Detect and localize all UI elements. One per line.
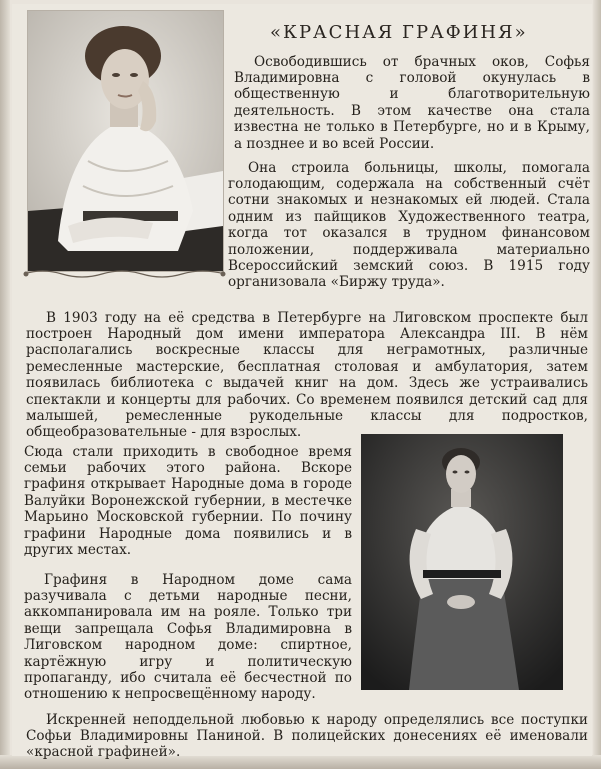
ornament-divider xyxy=(22,268,227,280)
portrait-photo-standing xyxy=(361,434,563,690)
paragraph-charity: Она строила больницы, школы, помогала голодающим, содержала на собственный счёт сотни знакомых и незнакомых ей людей. Стала одним из пайщиков Художественного театра, когда тот оказался в трудном финансовом положении, поддерживала материально Всероссийский земский союз. В 1915 году организовала «Биржу труда». xyxy=(228,159,590,291)
paragraph-red-countess: Искренней неподдельной любовью к народу определялись все поступки Софьи Владимировны Паниной. В полицейских донесениях её именовали «красной графиней». xyxy=(26,711,588,761)
paragraph-new-houses: Сюда стали приходить в свободное время семьи рабочих этого района. Вскоре графиня открывает Народные дома в городе Валуйки Воронежской губернии, в местечке Марьино Московской губернии. По почину графини Народные дома появились и в других местах. xyxy=(24,443,352,559)
paragraph-rules: Графиня в Народном доме сама разучивала с детьми народные песни, аккомпанировала им на рояле. Только три вещи запрещала Софья Владимировна в Лиговском народном доме: спиртное, картёжную игру и политическую пропаганду, ибо считала её бесчестной по отношению к непросвещённому народу. xyxy=(24,571,352,703)
paragraph-people-house: В 1903 году на её средства в Петербурге на Лиговском проспекте был построен Народный дом имени императора Александра III. В нём располагались воскресные классы для неграмотных, различные ремесленные мастерские, бесплатная столовая и амбулатория, затем появилась библиотека с выдачей книг на дом. Здесь же устраивались спектакли и концерты для рабочих. Со временем появился детский сад для малышей, ремесленные рукодельные классы для подростков, общеобразовательные - для взрослых. xyxy=(26,309,588,441)
paragraph-intro: Освободившись от брачных оков, Софья Владимировна с головой окунулась в общественную и благотворительную деятельность. В этом качестве она стала известна не только в Петербурге, но и в Крыму, а позднее и во всей России. xyxy=(234,53,590,152)
portrait-photo-seated xyxy=(27,10,224,272)
page-title: «КРАСНАЯ ГРАФИНЯ» xyxy=(270,22,528,44)
display-frame-right xyxy=(593,0,601,769)
display-frame-left xyxy=(0,0,10,769)
